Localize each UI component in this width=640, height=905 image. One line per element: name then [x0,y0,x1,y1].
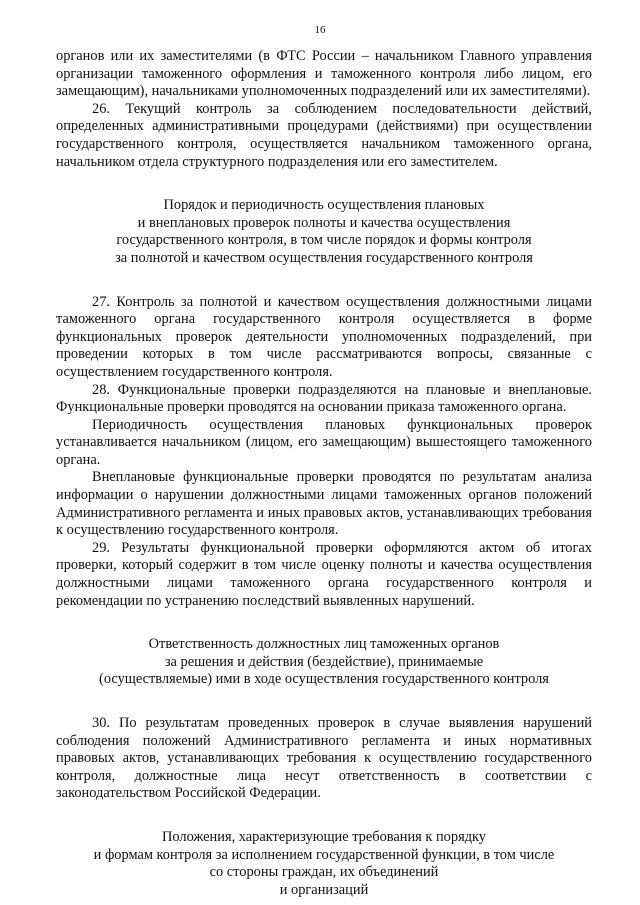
heading-line: со стороны граждан, их объединений [209,864,439,881]
paragraph: 29. Результаты функциональной проверки оформляются актом об итогах проверки, который содержит в том числе оценку полноты и качества осуществления должностными лицами таможенного органа государственного контроля и рекомендации по устранению последствий выявленных нарушений. [56,539,592,609]
section-heading [56,636,592,689]
page-number: 16 [314,24,326,36]
paragraph: 28. Функциональные проверки подразделяются на плановые и внеплановые. Функциональные проверки проводятся на основании приказа таможенного органа. [56,381,592,416]
heading-line: (осуществляемые) ими в ходе осуществления государственного контроля [99,671,549,688]
section-gap [56,803,592,829]
heading-line: Положения, характеризующие требования к порядку [162,828,486,845]
heading-line: и формам контроля за исполнением государственной функции, в том числе [93,846,555,863]
heading-line: государственного контроля, в том числе порядок и формы контроля [116,232,532,249]
section-heading [56,829,592,899]
paragraph: 26. Текущий контроль за соблюдением последовательности действий, определенных административными процедурами (действиями) при осуществлении государственного контроля, осуществляется начальником таможенного органа, начальником отдела структурного подразделения или его заместителем. [56,100,592,170]
paragraph: Внеплановые функциональные проверки проводятся по результатам анализа информации о нарушении должностными лицами таможенных органов положений Административного регламента и иных правовых актов, устанавливающих требования к осуществлению государственного контроля. [56,469,592,539]
heading-line: Ответственность должностных лиц таможенных органов [148,636,500,653]
section-gap [56,610,592,636]
paragraph: Периодичность осуществления плановых функциональных проверок устанавливается начальником (лицом, его замещающим) вышестоящего таможенного органа. [56,416,592,468]
paragraph: органов или их заместителями (в ФТС России – начальником Главного управления организации таможенного оформления и таможенного контроля либо лицом, его замещающим), начальниками уполномоченных подразделений или их заместителями). [56,48,592,100]
heading-line: за решения и действия (бездействие), принимаемые [164,653,484,670]
heading-line: Порядок и периодичность осуществления плановых [163,197,485,214]
paragraph: 30. По результатам проведенных проверок в случае выявления нарушений соблюдения положений Административного регламента и иных нормативных правовых актов, устанавливающих требования к осуществлению государственного контроля, должностные лица несут ответственность в соответствии с законодательством Российской Федерации. [56,715,592,802]
section-gap [56,268,592,294]
section-gap [56,171,592,197]
heading-line: за полнотой и качеством осуществления государственного контроля [115,249,533,266]
section-gap [56,689,592,715]
section-heading [56,197,592,267]
document-body [56,48,592,899]
heading-line: и организаций [279,881,369,898]
heading-line: и внеплановых проверок полноты и качества осуществления [137,214,511,231]
paragraph: 27. Контроль за полнотой и качеством осуществления должностными лицами таможенного органа государственного контроля осуществляется в форме функциональных проверок деятельности уполномоченных подразделений, при проведении которых в том числе рассматриваются вопросы, связанные с осуществлением государственного контроля. [56,293,592,380]
